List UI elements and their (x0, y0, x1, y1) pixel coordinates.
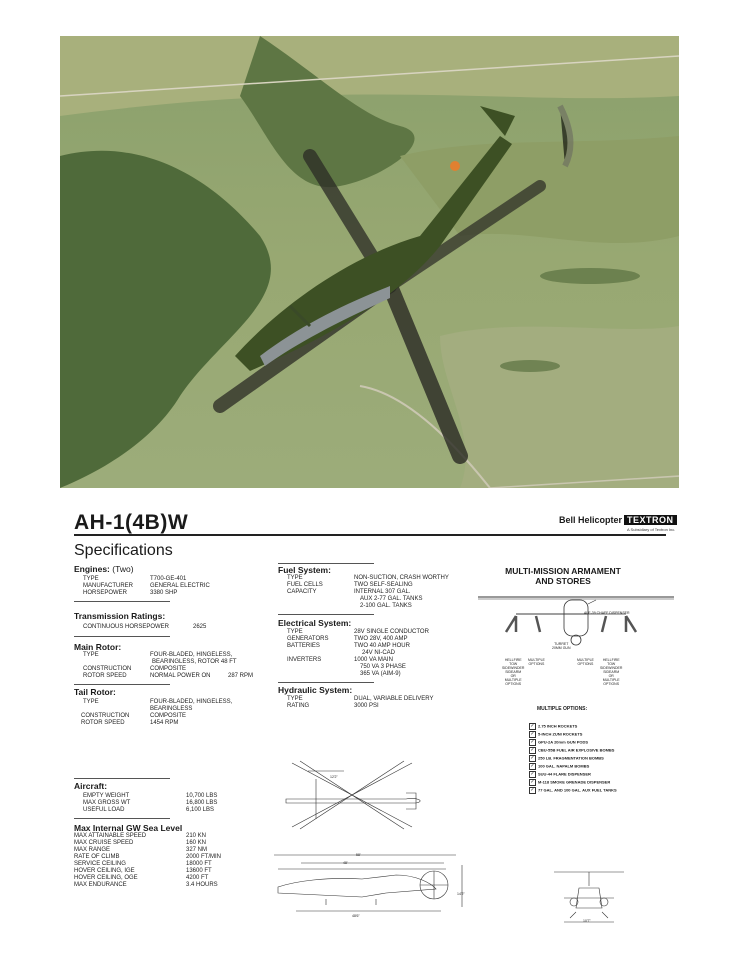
station-1-line-5: OR (510, 674, 516, 678)
main-rotor-heading: Main Rotor: (74, 642, 122, 652)
engines-horsepower-value: 3380 SHP (150, 590, 178, 596)
perf-label: MAX ATTAINABLE SPEED (74, 833, 147, 839)
station-2-line-1: MULTIPLE (528, 658, 545, 662)
dim-length-rotor: 48' (343, 861, 348, 865)
option-label: 250 LB. FRAGMENTATION BOMBS (538, 755, 604, 761)
option-label: GPU-2A 20mm GUN PODS (538, 739, 589, 745)
hyd-type-label: TYPE (287, 696, 303, 702)
checkmark-icon: ✓ (530, 755, 535, 761)
option-label: SUU-44 FLARE DISPENSER (538, 771, 591, 777)
checkmark-icon: ✓ (530, 723, 535, 729)
option-item (529, 731, 582, 738)
checkmark-icon: ✓ (530, 739, 535, 745)
hyd-rating-value: 3000 PSI (354, 703, 379, 709)
transmission-heading: Transmission Ratings: (74, 611, 166, 621)
engines-horsepower-label: HORSEPOWER (83, 590, 128, 596)
dim-tail-span: 12'2" (330, 775, 338, 779)
tail-rotor-type-value-1: FOUR-BLADED, HINGELESS, (150, 699, 233, 705)
station-4-label (600, 658, 622, 686)
three-view-drawing (266, 757, 476, 927)
checkmark-icon: ✓ (530, 763, 535, 769)
option-item (529, 723, 577, 730)
perf-value: 18000 FT (186, 861, 212, 867)
section-rule (74, 778, 170, 779)
station-1-label (502, 658, 524, 686)
tail-rotor-type-label: TYPE (83, 699, 99, 705)
section-rule (278, 614, 374, 615)
hyd-rating-label: RATING (287, 703, 310, 709)
tail-rotor-construction-label: CONSTRUCTION (81, 713, 130, 719)
transmission-value: 2625 (193, 624, 207, 630)
title-rule (74, 534, 666, 536)
gun-label-line-2: 20MM GUN (552, 646, 571, 650)
empty-weight-value: 10,700 LBS (186, 793, 218, 799)
fuel-cells-value: TWO SELF-SEALING (354, 582, 413, 588)
elec-gen-value: TWO 28V, 400 AMP (354, 636, 408, 642)
checkmark-icon: ✓ (530, 771, 535, 777)
option-item (529, 779, 610, 786)
section-rule (74, 601, 170, 602)
station-3-line-2: OPTIONS (577, 662, 594, 666)
main-rotor-speed-label: ROTOR SPEED (83, 673, 127, 679)
specifications-heading: Specifications (74, 542, 173, 559)
armament-stations-diagram (476, 588, 676, 658)
perf-value: 160 KN (186, 840, 207, 846)
station-4-line-7: OPTIONS (603, 682, 620, 686)
perf-label: HOVER CEILING, IGE (74, 868, 135, 874)
transmission-label: CONTINUOUS HORSEPOWER (83, 624, 170, 630)
perf-value: 4200 FT (186, 875, 209, 881)
perf-label: SERVICE CEILING (74, 861, 126, 867)
main-rotor-type-value-1: FOUR-BLADED, HINGELESS, (150, 652, 233, 658)
elec-gen-label: GENERATORS (287, 636, 329, 642)
checkmark-icon: ✓ (530, 747, 535, 753)
station-2-line-2: OPTIONS (528, 662, 545, 666)
checkmark-icon: ✓ (530, 787, 535, 793)
hydraulic-heading: Hydraulic System: (278, 685, 353, 695)
perf-label: MAX RANGE (74, 847, 111, 853)
tail-rotor-speed-value: 1454 RPM (150, 720, 179, 726)
option-label: 100 GAL. NAPALM BOMBS (538, 763, 590, 769)
fuel-capacity-3: 2-100 GAL. TANKS (360, 603, 412, 609)
elec-type-value: 28V SINGLE CONDUCTOR (354, 629, 429, 635)
electrical-heading: Electrical System: (278, 618, 352, 628)
aircraft-heading: Aircraft: (74, 781, 108, 791)
checkmark-icon: ✓ (530, 731, 535, 737)
station-4-line-1: HELLFIRE (602, 658, 620, 662)
elec-inv-2: 750 VA 3 PHASE (360, 664, 406, 670)
gun-label-line-1: TURRET (554, 642, 569, 646)
textron-mark: TEXTRON (624, 515, 677, 525)
perf-value: 210 KN (186, 833, 207, 839)
fuel-capacity-label: CAPACITY (287, 589, 317, 595)
engines-manufacturer-value: GENERAL ELECTRIC (150, 583, 210, 589)
engines-type-label: TYPE (83, 576, 99, 582)
station-4-line-5: OR (608, 674, 614, 678)
section-rule (74, 818, 170, 819)
aerial-helicopter-photo (60, 36, 679, 488)
perf-value: 3.4 HOURS (186, 882, 218, 888)
chaff-label: ALE-39 CHAFF DISPENSER (584, 611, 630, 615)
fuel-cells-label: FUEL CELLS (287, 582, 323, 588)
perf-value: 327 NM (186, 847, 208, 853)
perf-label: RATE OF CLIMB (74, 854, 120, 860)
elec-inv-3: 365 VA (AIM-9) (360, 671, 401, 677)
main-rotor-type-label: TYPE (83, 652, 99, 658)
section-rule (278, 682, 374, 683)
station-4-line-4: SIDEARM (603, 670, 620, 674)
section-rule (74, 684, 170, 685)
perf-value: 13600 FT (186, 868, 212, 874)
dim-height: 14'2" (457, 892, 465, 896)
tail-rotor-speed-label: ROTOR SPEED (81, 720, 125, 726)
tail-rotor-construction-value: COMPOSITE (150, 713, 187, 719)
useful-load-value: 6,100 LBS (186, 807, 215, 813)
dim-fuselage-length: 48'6" (352, 914, 360, 918)
page-title: AH-1(4B)W (74, 511, 189, 534)
bell-textron-logo (559, 515, 677, 525)
option-label: 5-INCH ZUNI ROCKETS (538, 731, 583, 737)
armament-title (478, 566, 648, 586)
elec-type-label: TYPE (287, 629, 303, 635)
station-3-label (577, 658, 594, 666)
gun-label (552, 642, 570, 650)
max-gross-label: MAX GROSS WT (83, 800, 131, 806)
section-rule (278, 563, 374, 564)
station-1-line-3: SIDEWINDER (502, 666, 525, 670)
elec-bat-2: 24V NI-CAD (362, 650, 396, 656)
station-1-line-1: HELLFIRE (504, 658, 522, 662)
engines-qualifier: (Two) (112, 564, 134, 574)
armament-title-line-1: MULTI-MISSION ARMAMENT (505, 566, 621, 576)
option-item (529, 747, 614, 754)
elec-inv-1: 1000 VA MAIN (354, 657, 393, 663)
performance-heading: Max Internal GW Sea Level (74, 823, 183, 833)
empty-weight-label: EMPTY WEIGHT (83, 793, 130, 799)
dim-length-overall: 58' (356, 853, 361, 857)
option-label: CBU-55B FUEL AIR EXPLOSIVE BOMBS (538, 747, 615, 753)
brand-name: Bell Helicopter (559, 515, 623, 525)
perf-label: MAX ENDURANCE (74, 882, 127, 888)
fuel-heading: Fuel System: (278, 565, 331, 575)
perf-label: HOVER CEILING, OGE (74, 875, 138, 881)
station-4-line-2: TOW (607, 662, 616, 666)
station-2-label (528, 658, 545, 666)
perf-label: MAX CRUISE SPEED (74, 840, 134, 846)
engines-heading (74, 564, 134, 574)
section-rule (74, 636, 170, 637)
option-label: 2.75 INCH ROCKETS (538, 723, 578, 729)
station-1-line-7: OPTIONS (505, 682, 522, 686)
option-label: M-118 SMOKE GRENADE DISPENSER (538, 779, 611, 785)
subsidiary-note: A Subsidiary of Textron Inc. (627, 527, 676, 532)
multiple-options-label: MULTIPLE OPTIONS: (537, 706, 588, 712)
main-rotor-construction-value: COMPOSITE (150, 666, 187, 672)
tail-rotor-type-value-2: BEARINGLESS (150, 706, 193, 712)
engines-type-value: T700-GE-401 (150, 576, 187, 582)
dim-front-width: 10'7" (583, 919, 591, 923)
station-1-line-2: TOW (509, 662, 518, 666)
fuel-capacity-2: AUX 2-77 GAL. TANKS (360, 596, 423, 602)
tail-rotor-heading: Tail Rotor: (74, 687, 116, 697)
engines-manufacturer-label: MANUFACTURER (83, 583, 134, 589)
max-gross-value: 16,800 LBS (186, 800, 218, 806)
station-1-line-6: MULTIPLE (504, 678, 522, 682)
option-item (529, 771, 591, 778)
option-item (529, 739, 588, 746)
main-rotor-type-value-2: BEARINGLESS, ROTOR 48 FT (152, 659, 237, 665)
elec-bat-1: TWO 40 AMP HOUR (354, 643, 410, 649)
hyd-type-value: DUAL, VARIABLE DELIVERY (354, 696, 434, 702)
checkmark-icon: ✓ (530, 779, 535, 785)
perf-value: 2000 FT/MIN (186, 854, 222, 860)
elec-inv-label: INVERTERS (287, 657, 322, 663)
useful-load-label: USEFUL LOAD (83, 807, 125, 813)
main-rotor-construction-label: CONSTRUCTION (83, 666, 132, 672)
fuel-type-value: NON-SUCTION, CRASH WORTHY (354, 575, 449, 581)
armament-title-line-2: AND STORES (535, 576, 591, 586)
elec-bat-label: BATTERIES (287, 643, 320, 649)
station-3-line-1: MULTIPLE (577, 658, 594, 662)
engines-heading-label: Engines: (74, 564, 110, 574)
option-item (529, 763, 589, 770)
fuel-type-label: TYPE (287, 575, 303, 581)
fuel-capacity-1: INTERNAL 307 GAL. (354, 589, 411, 595)
option-item (529, 755, 604, 762)
station-4-line-6: MULTIPLE (602, 678, 620, 682)
main-rotor-speed-rpm: 287 RPM (228, 673, 254, 679)
main-rotor-speed-value: NORMAL POWER ON (150, 673, 211, 679)
option-item (529, 787, 617, 794)
station-4-line-3: SIDEWINDER (600, 666, 623, 670)
option-label: 77 GAL. AND 100 GAL. AUX FUEL TANKS (538, 787, 617, 793)
station-1-line-4: SIDEARM (505, 670, 522, 674)
